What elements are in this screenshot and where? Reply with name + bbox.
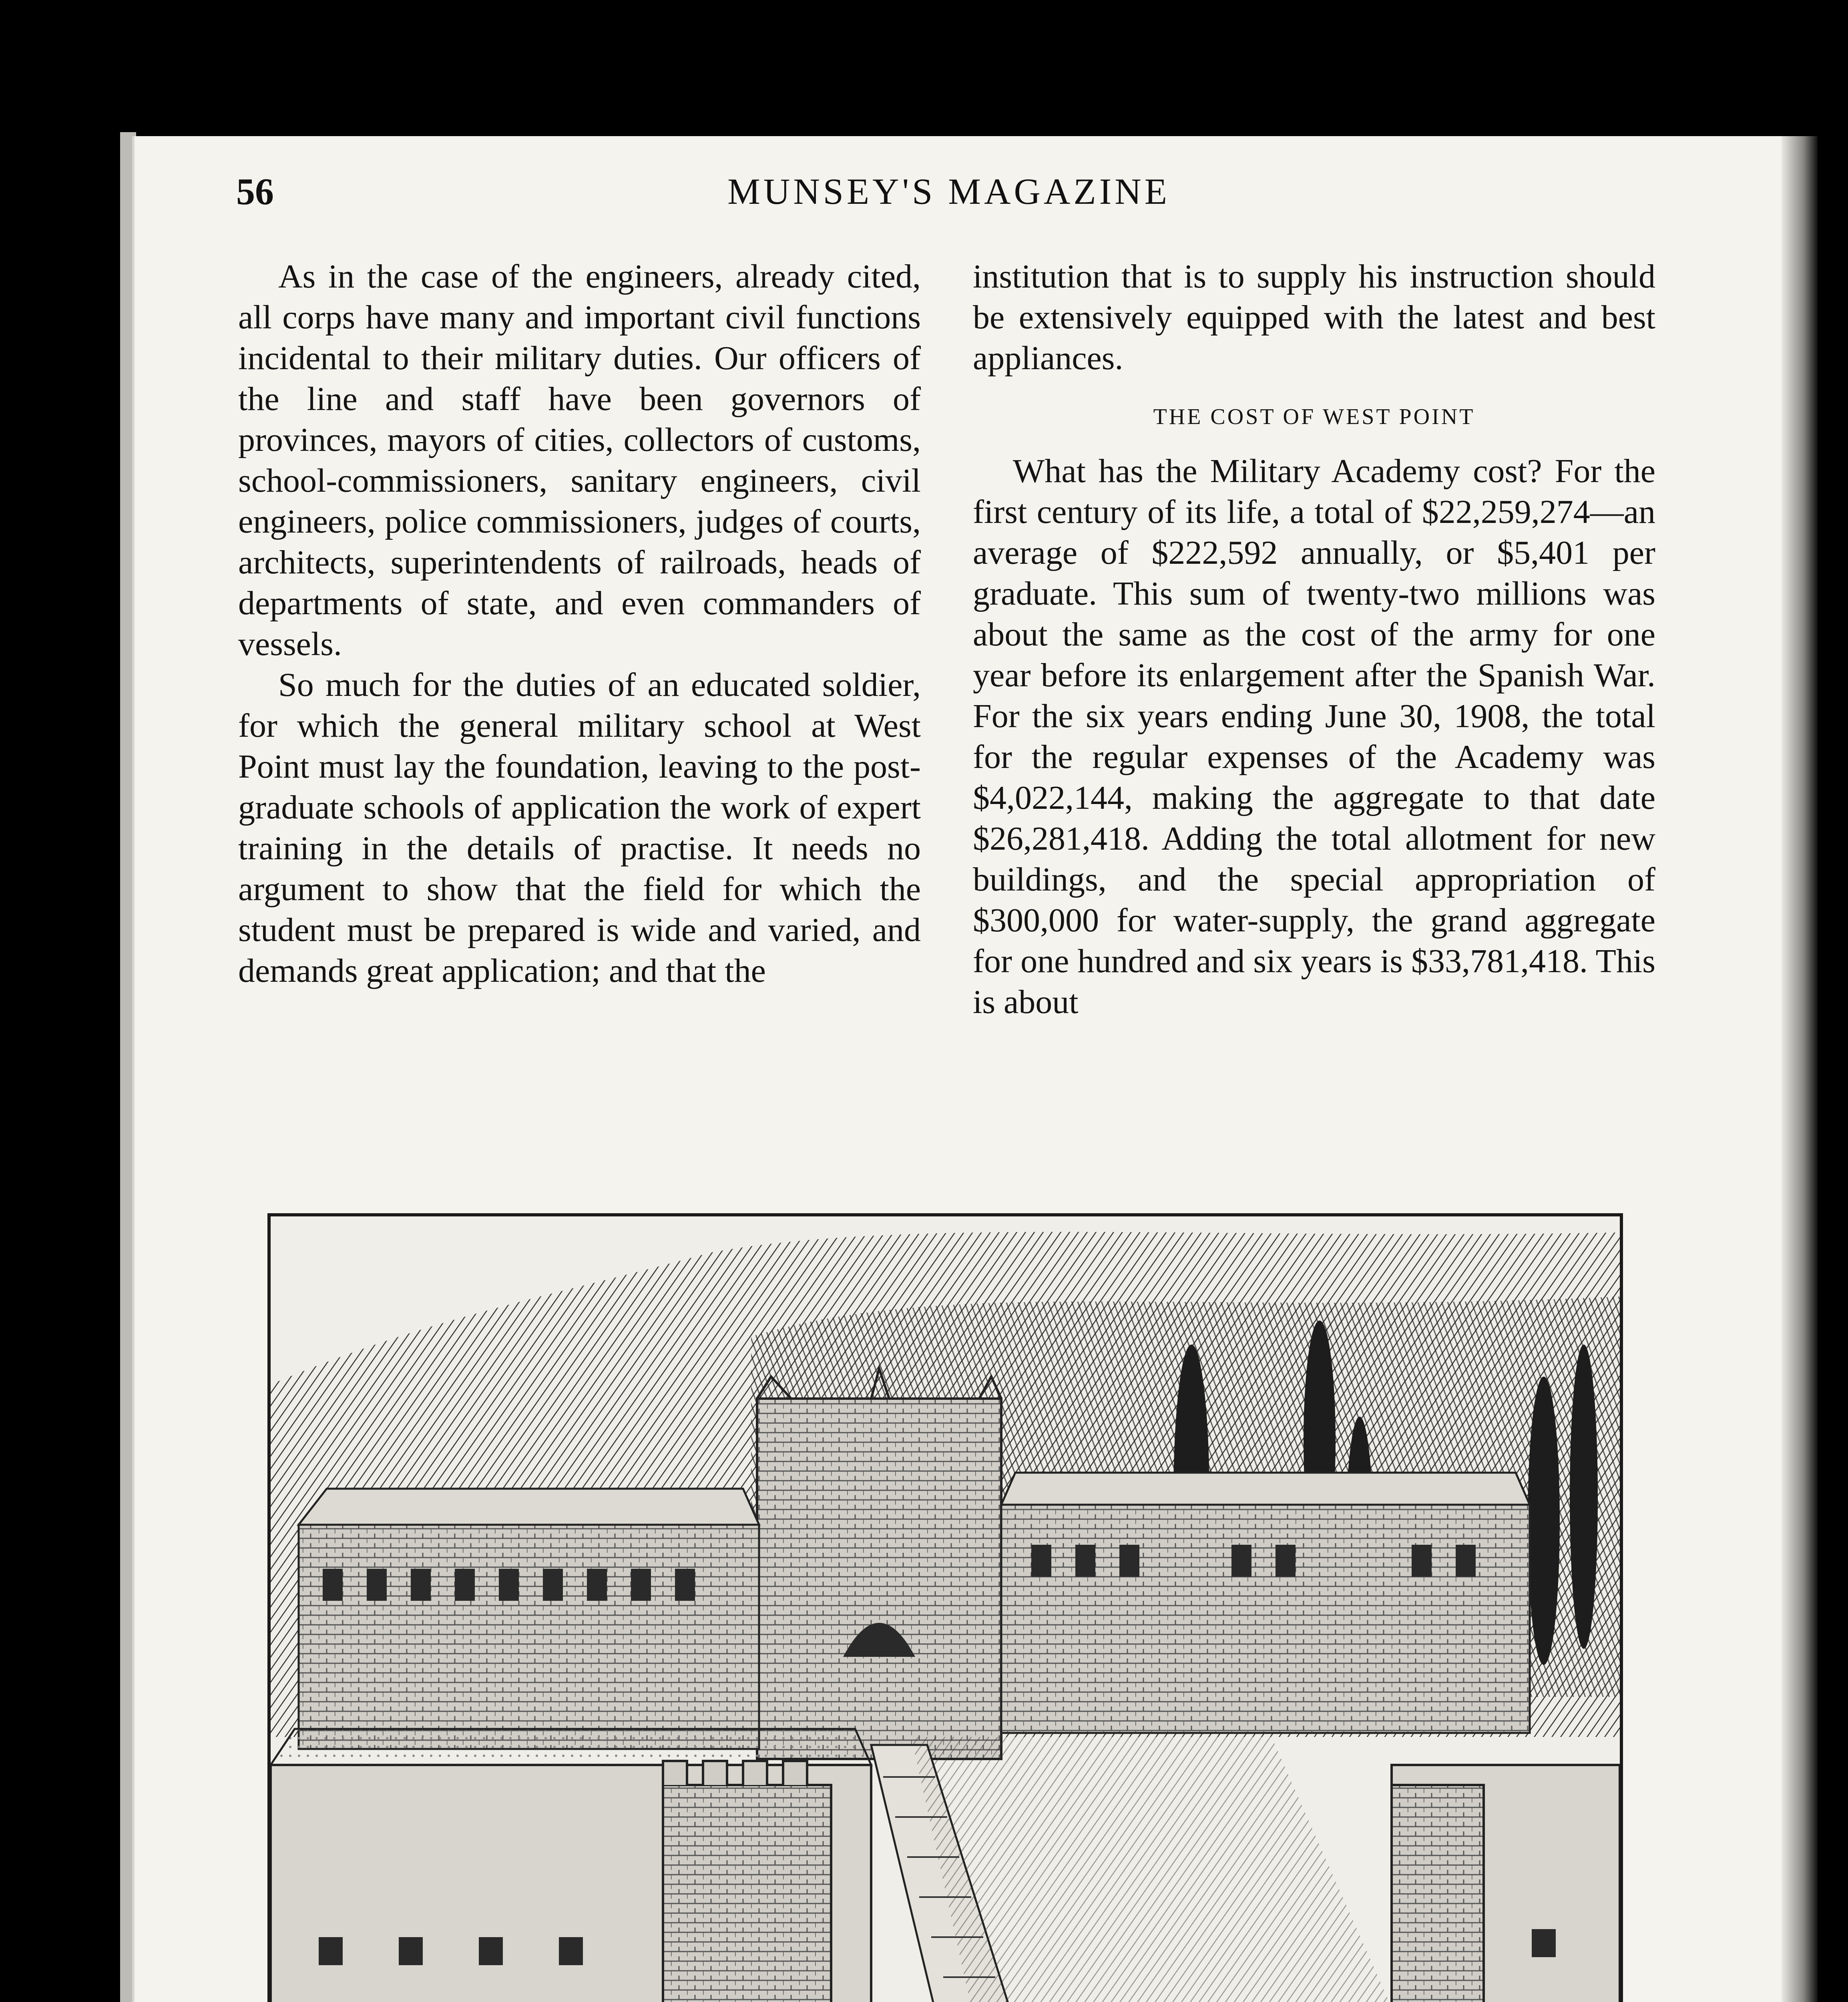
paragraph: So much for the duties of an educated soldier, for which the general military school at West Point must lay the foundation, leaving to the post-graduate schools of application the work of expert training in the details of practise. It needs no argument to show that the field for which the student must be prepared is wide and varied, and demands great application; and that the [238,666,921,989]
paragraph-continuation: institution that is to supply his instruction should be extensively equipped with the latest and best appliances. [973,258,1655,377]
page-header [236,170,1661,214]
book-spine-shadow [1782,136,1818,2002]
right-column [973,256,1655,1023]
paragraph: As in the case of the engineers, already cited, all corps have many and important civil functions incidental to their military duties. Our officers of the line and staff have been governors of provinces, mayors of cities, collectors of customs, school-commissioners, sanitary engineers, civil engineers, police commissioners, judges of courts, architects, superintendents of railroads, heads of departments of state, and even commanders of vessels. [238,258,921,663]
illustration-drawing [271,1216,1620,2002]
running-title: MUNSEY'S MAGAZINE [727,171,1170,212]
left-column [238,256,921,991]
engraving-illustration [267,1213,1623,2002]
page-number: 56 [236,171,274,213]
section-heading: THE COST OF WEST POINT [1153,404,1475,429]
paragraph: What has the Military Academy cost? For the first century of its life, a total of $22,259,274—an average of $222,592 annually, or $5,401 per graduate. This sum of twenty-two millions was about the same as the cost of the army for one year before its enlargement after the Spanish War. For the six years ending June 30, 1908, the total for the regular expenses of the Academy was $4,022,144, making the aggregate to that date $26,281,418. Adding the total allotment for new buildings, and the special appropriation of $300,000 for water-supply, the grand aggregate for one hundred and six years is $33,781,418. This is about [973,452,1655,1021]
